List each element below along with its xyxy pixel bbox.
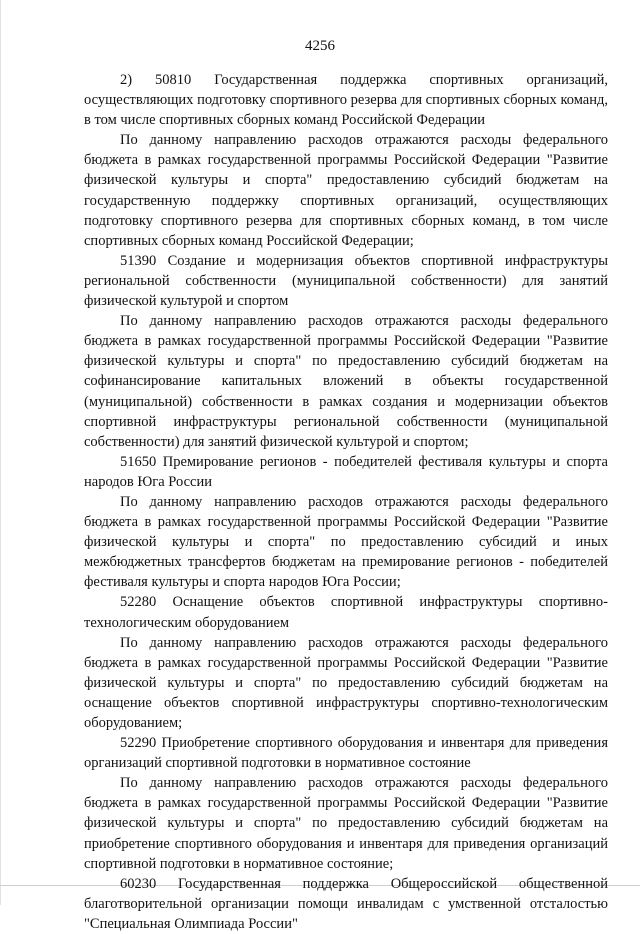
paragraph-51650-description: По данному направлению расходов отражаются расходы федерального бюджета в рамках государственной программы Российской Федерации "Развитие физической культуры и спорта" по предоставлению субсидий и иных межбюджетных трансфертов бюджетам на премирование регионов - победителей фестиваля культуры и спорта народов Юга России; [84, 493, 608, 591]
paragraph-51650-heading: 51650 Премирование регионов - победителей фестиваля культуры и спорта народов Юга России [84, 453, 608, 490]
paragraph-60230-heading: 60230 Государственная поддержка Общероссийской общественной благотворительной организации помощи инвалидам с умственной отсталостью "Специальная Олимпиада России" [84, 875, 608, 932]
paragraph-50810-heading: 2) 50810 Государственная поддержка спортивных организаций, осуществляющих подготовку спортивного резерва для спортивных сборных команд, в том числе спортивных сборных команд Российской Федерации [84, 72, 608, 129]
paragraph-52280-heading: 52280 Оснащение объектов спортивной инфраструктуры спортивно-технологическим оборудованием [84, 594, 608, 631]
page-number: 4256 [305, 38, 335, 54]
paragraph-51390-description: По данному направлению расходов отражаются расходы федерального бюджета в рамках государственной программы Российской Федерации "Развитие физической культуры и спорта" по предоставлению субсидий бюджетам на софинансирование капитальных вложений в объекты государственной (муниципальной) собственности в рамках создания и модернизации объектов спортивной инфраструктуры региональной собственности (муниципальной собственности) для занятий физической культурой и спортом; [84, 313, 608, 450]
paragraph-50810-description: По данному направлению расходов отражаются расходы федерального бюджета в рамках государственной программы Российской Федерации "Развитие физической культуры и спорта" предоставлению субсидий бюджетам на государственную поддержку спортивных организаций, осуществляющих подготовку спортивного резерва для спортивных сборных команд, в том числе спортивных сборных команд Российской Федерации; [84, 132, 608, 249]
paragraph-52290-heading: 52290 Приобретение спортивного оборудования и инвентаря для приведения организаций спортивной подготовки в нормативное состояние [84, 735, 608, 772]
paragraph-52290-description: По данному направлению расходов отражаются расходы федерального бюджета в рамках государственной программы Российской Федерации "Развитие физической культуры и спорта" по предоставлению субсидий бюджетам на приобретение спортивного оборудования и инвентаря для приведения организаций спортивной подготовки в нормативное состояние; [84, 775, 608, 872]
paragraph-52280-description: По данному направлению расходов отражаются расходы федерального бюджета в рамках государственной программы Российской Федерации "Развитие физической культуры и спорта" по предоставлению субсидий бюджетам на оснащение объектов спортивной инфраструктуры спортивно-технологическим оборудованием; [84, 634, 608, 731]
document-body [84, 70, 608, 934]
scan-edge-left [0, 0, 1, 905]
paragraph-51390-heading: 51390 Создание и модернизация объектов спортивной инфраструктуры региональной собственности (муниципальной собственности) для занятий физической культурой и спортом [84, 252, 608, 310]
